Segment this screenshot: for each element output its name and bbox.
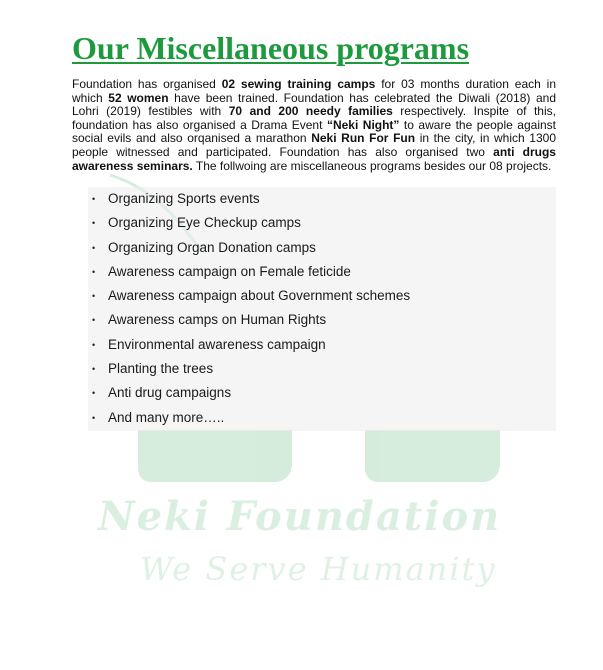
- intro-bold-families: 70 and 200 needy families: [228, 104, 393, 119]
- watermark-shape-right: [365, 430, 500, 482]
- intro-bold-women: 52 women: [108, 90, 169, 105]
- bullet-icon: •: [92, 218, 96, 229]
- list-item-label: Organizing Sports events: [108, 191, 260, 206]
- bullet-icon: •: [92, 364, 96, 375]
- list-item: [88, 333, 556, 357]
- watermark-shape-left: [138, 430, 292, 482]
- list-item: [88, 381, 556, 405]
- list-item-label: Awareness campaign on Female feticide: [108, 263, 351, 279]
- intro-paragraph: [72, 78, 556, 173]
- list-item: [88, 284, 556, 308]
- programs-list: [88, 187, 556, 430]
- intro-bold-sewing-camps: 02 sewing training camps: [221, 77, 376, 91]
- intro-text-3: have been trained. Foundation has celebrated the Diwali (2018) and Lohri (2019) festibles with: [72, 90, 556, 119]
- intro-bold-run-for-fun: Neki Run For Fun: [311, 131, 416, 146]
- bullet-icon: •: [92, 339, 96, 350]
- list-item: [88, 211, 556, 235]
- list-item-label: Organizing Eye Checkup camps: [108, 215, 301, 231]
- bullet-icon: •: [92, 194, 96, 204]
- list-item-label: And many more…..: [108, 409, 225, 425]
- bullet-icon: •: [92, 412, 96, 423]
- list-item-label: Organizing Organ Donation camps: [108, 239, 316, 255]
- list-item: [88, 260, 556, 284]
- intro-text-4: respectively. Inspite of this, foundation has also organised a Drama Event: [72, 104, 556, 132]
- programs-list-panel: [88, 187, 556, 431]
- intro-text-1: Foundation has organised: [72, 77, 222, 91]
- watermark-title: Neki Foundation: [98, 493, 502, 540]
- intro-text-5: to aware the people against social evils and also orqanised a marathon: [72, 117, 556, 146]
- bullet-icon: •: [92, 242, 96, 253]
- intro-text-6: in the city, in which 1300 people witnessed and participated. Foundation has also organised two: [72, 131, 556, 159]
- intro-text-2: for 03 months duration each in which: [72, 77, 556, 105]
- list-item: [88, 357, 556, 381]
- list-item-label: Awareness camps on Human Rights: [108, 312, 327, 328]
- bullet-icon: •: [92, 266, 96, 277]
- bullet-icon: •: [92, 291, 96, 302]
- intro-text-7: The follwoing are miscellaneous programs besides our 08 projects.: [192, 158, 552, 173]
- list-item: [88, 236, 556, 260]
- list-item-label: Environmental awareness campaign: [108, 336, 326, 352]
- bullet-icon: •: [92, 315, 96, 326]
- watermark-tagline: We Serve Humanity: [140, 550, 497, 588]
- list-item: [88, 308, 556, 332]
- page-title: Our Miscellaneous programs: [72, 30, 470, 66]
- intro-bold-neki-night: “Neki Night”: [326, 117, 400, 132]
- list-item: [88, 187, 556, 211]
- bullet-icon: •: [92, 388, 96, 399]
- list-item-label: Anti drug campaigns: [108, 385, 232, 401]
- list-item-label: Awareness campaign about Government schemes: [108, 288, 411, 304]
- intro-bold-seminars: anti drugs awareness seminars.: [72, 144, 556, 173]
- list-item-label: Planting the trees: [108, 361, 214, 377]
- list-item: [88, 406, 556, 430]
